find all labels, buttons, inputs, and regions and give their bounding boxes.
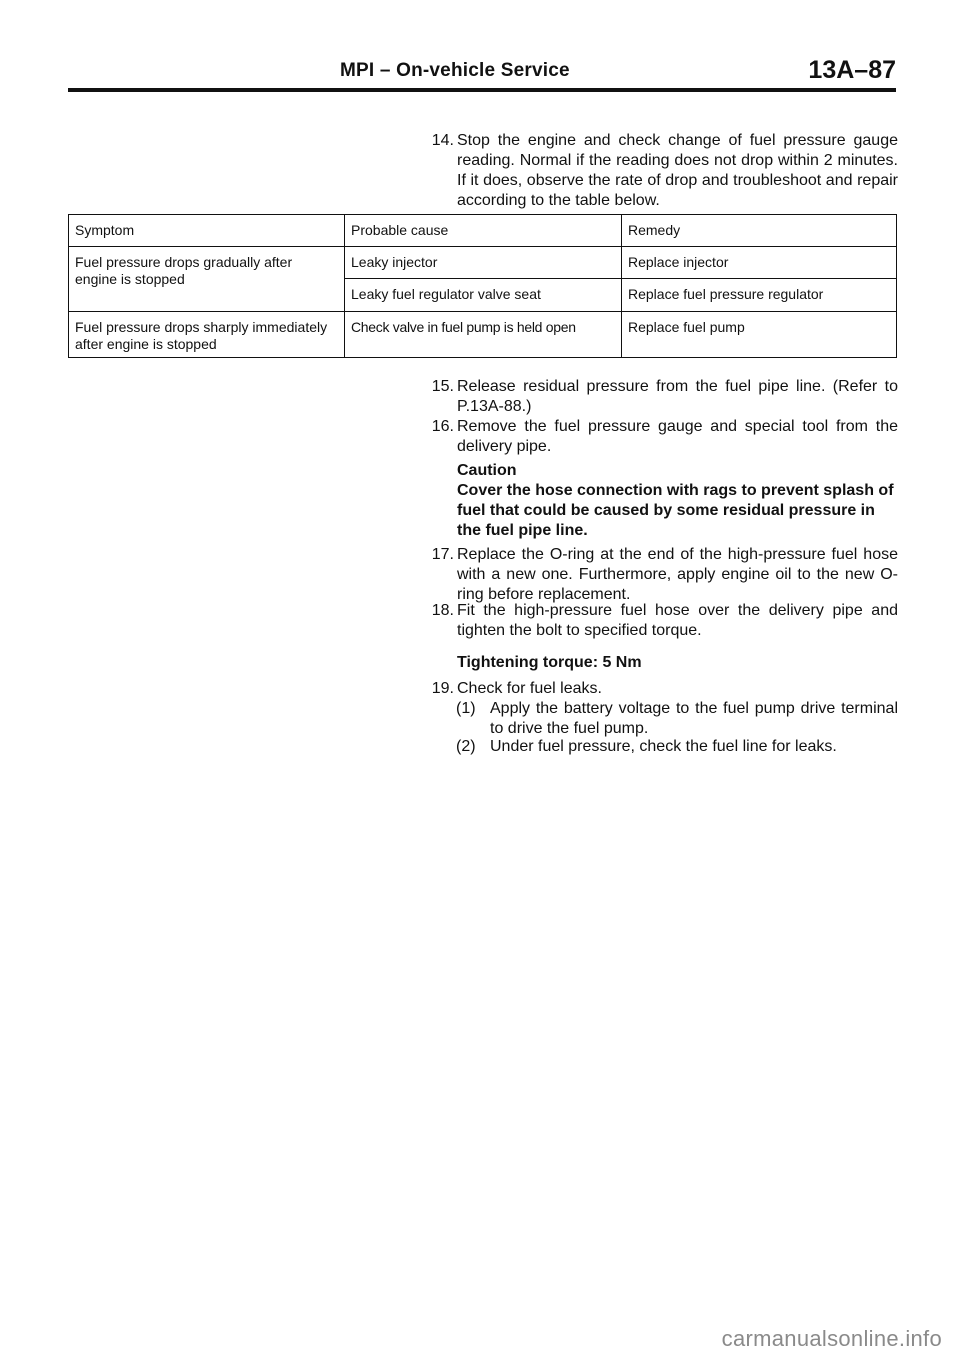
substep-19-2 bbox=[456, 737, 898, 757]
step-text: Fit the high-pressure fuel hose over the delivery pipe and tighten the bolt to specified torque. bbox=[457, 602, 898, 639]
substep-text: Apply the battery voltage to the fuel pump drive terminal to drive the fuel pump. bbox=[490, 700, 898, 737]
cause-cell: Leaky fuel regulator valve seat bbox=[345, 279, 622, 311]
step-number: 16. bbox=[431, 418, 454, 435]
caution-title: Caution bbox=[457, 462, 517, 479]
table-header-cell: Probable cause bbox=[345, 215, 622, 247]
symptom-cell: Fuel pressure drops gradually after engine is stopped bbox=[69, 247, 345, 311]
substep-text: Under fuel pressure, check the fuel line for leaks. bbox=[490, 738, 837, 755]
step-number: 15. bbox=[431, 378, 454, 395]
remedy-cell: Replace fuel pump bbox=[622, 311, 897, 357]
page-number: 13A–87 bbox=[808, 56, 896, 84]
step-19 bbox=[416, 679, 898, 699]
step-14 bbox=[416, 131, 898, 211]
page-header-title: MPI – On-vehicle Service bbox=[340, 60, 570, 81]
cause-cell: Check valve in fuel pump is held open bbox=[345, 311, 622, 357]
remedy-cell: Replace fuel pressure regulator bbox=[622, 279, 897, 311]
step-16 bbox=[416, 417, 898, 457]
cause-cell: Leaky injector bbox=[345, 247, 622, 279]
step-number: 14. bbox=[431, 132, 454, 149]
table-header-cell: Symptom bbox=[69, 215, 345, 247]
header-rule bbox=[68, 88, 896, 92]
step-text: Check for fuel leaks. bbox=[457, 680, 602, 697]
step-number: 18. bbox=[431, 602, 454, 619]
table-header-row bbox=[69, 215, 897, 247]
step-17 bbox=[416, 545, 898, 605]
caution-text: Cover the hose connection with rags to prevent splash of fuel that could be caused by some residual pressure in the fuel pipe line. bbox=[457, 482, 894, 539]
step-15 bbox=[416, 377, 898, 417]
source-watermark: carmanualsonline.info bbox=[721, 1326, 942, 1351]
step-text: Replace the O-ring at the end of the high-pressure fuel hose with a new one. Furthermore, apply engine oil to the new O-ring before replacement. bbox=[457, 546, 898, 603]
substep-number: (2) bbox=[456, 738, 476, 755]
step-number: 19. bbox=[431, 680, 454, 697]
step-text: Remove the fuel pressure gauge and special tool from the delivery pipe. bbox=[457, 418, 898, 455]
remedy-cell: Replace injector bbox=[622, 247, 897, 279]
table-row bbox=[69, 247, 897, 279]
step-text: Release residual pressure from the fuel pipe line. (Refer to P.13A-88.) bbox=[457, 378, 898, 415]
troubleshooting-table bbox=[68, 214, 897, 358]
symptom-cell: Fuel pressure drops sharply immediately after engine is stopped bbox=[69, 311, 345, 357]
table-row bbox=[69, 311, 897, 357]
substep-number: (1) bbox=[456, 700, 476, 717]
substep-19-1 bbox=[456, 699, 898, 739]
step-text: Stop the engine and check change of fuel pressure gauge reading. Normal if the reading does not drop within 2 minutes. If it does, observe the rate of drop and troubleshoot and repair according to the table below. bbox=[457, 132, 898, 209]
step-number: 17. bbox=[431, 546, 454, 563]
tightening-torque: Tightening torque: 5 Nm bbox=[457, 654, 642, 671]
step-18 bbox=[416, 601, 898, 641]
table-header-cell: Remedy bbox=[622, 215, 897, 247]
